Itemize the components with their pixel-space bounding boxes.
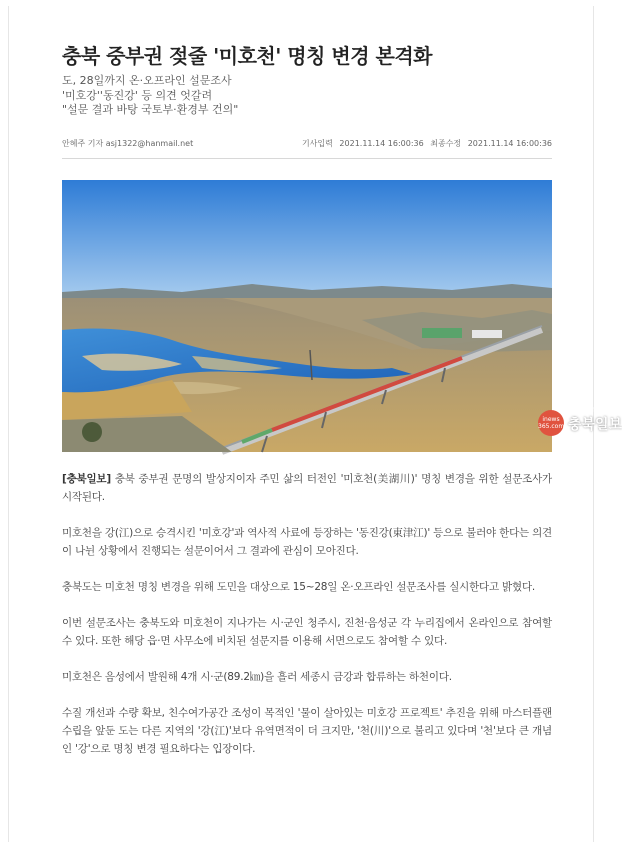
aerial-river-photo [62,180,552,452]
divider [62,158,552,159]
paragraph-text: 충북 중부권 문명의 발상지이자 주민 삶의 터전인 '미호천(美湖川)' 명칭 변경을 위한 설문조사가 시작된다. [62,473,552,503]
dates [298,138,552,149]
paragraph: 미호천은 음성에서 발원해 4개 시·군(89.2㎞)을 흘러 세종시 금강과 합류하는 하천이다. [62,671,452,683]
published-date: 2021.11.14 16:00:36 [339,139,424,148]
paragraph: 미호천을 강(江)으로 승격시킨 '미호강'과 역사적 사료에 등장하는 '동진강(東津江)' 등으로 불러야 한다는 의견이 나뉜 상황에서 진행되는 설문이어서 그 결과에 관심이 모아진다. [62,527,552,557]
paragraph: 수질 개선과 수량 확보, 친수여가공간 조성이 목적인 '물이 살아있는 미호강 프로젝트' 추진을 위해 마스터플랜 수립을 앞둔 도는 다른 지역의 '강(江)'보다 유역면적이 더 크지만, '천(川)'으로 불리고 있다며 '천'보다 큰 개념인 '강'으로 명칭 변경 필요하다는 입장이다. [62,707,552,755]
article-body [62,470,552,776]
byline-row [62,138,552,150]
watermark-logo-icon: inews 365.com [538,410,564,436]
paragraph: 충북도는 미호천 명칭 변경을 위해 도민을 대상으로 15~28일 온·오프라인 설문조사를 실시한다고 밝혔다. [62,581,536,593]
source-tag: [충북일보] [62,473,111,485]
modified-label: 최종수정 [430,139,462,148]
published-label: 기사입력 [301,139,333,148]
modified-date: 2021.11.14 16:00:36 [467,139,552,148]
byline: 안혜주 기자 asj1322@hanmail.net [62,139,194,148]
subhead: "설문 결과 바탕 국토부·환경부 건의" [62,103,239,116]
subhead: '미호강''동진강' 등 의견 엇갈려 [62,88,213,102]
watermark-tag: 인터넷충북일보 [568,407,602,413]
subheads [62,74,552,118]
paragraph: 이번 설문조사는 충북도와 미호천이 지나가는 시·군인 청주시, 진천·음성군 각 누리집에서 온라인으로 참여할 수 있다. 또한 해당 읍·면 사무소에 비치된 설문지를 이용해 서면으로도 참여할 수 있다. [62,617,552,647]
article-photo [62,180,622,452]
headline: 충북 중부권 젖줄 '미호천' 명칭 변경 본격화 [62,44,432,68]
subhead: 도, 28일까지 온·오프라인 설문조사 [62,74,232,87]
paragraph [62,470,552,506]
watermark-name: 충북일보 [568,417,622,433]
